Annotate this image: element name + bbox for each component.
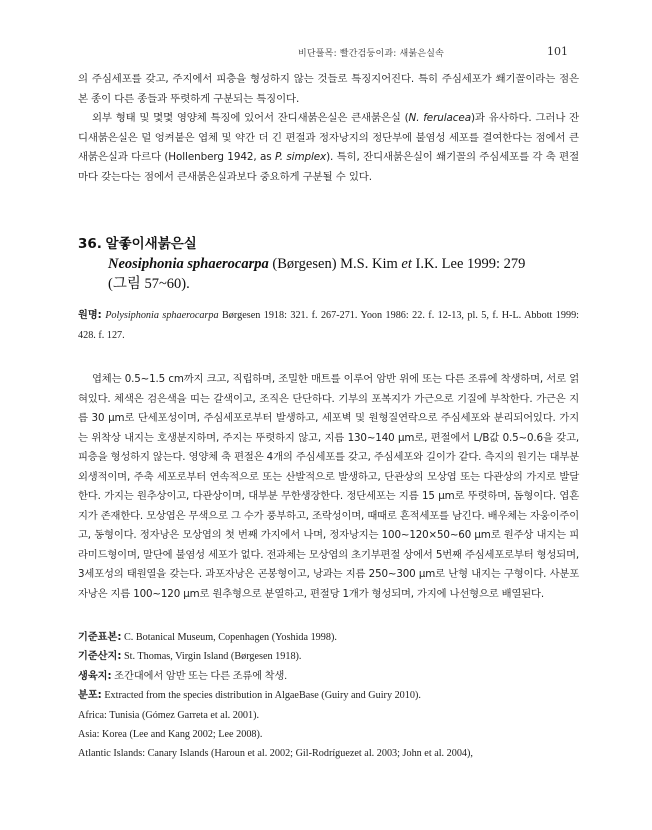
record-type-locality — [78, 647, 588, 666]
text-run: 외부 형태 및 몇몇 영양체 특징에 있어서 잔디새붉은실은 큰새붉은실 ( — [92, 112, 409, 125]
record-type-specimen — [78, 628, 588, 647]
record-distribution-atlantic — [78, 744, 588, 763]
record-text: Extracted from the species distribution in AlgaeBase (Guiry and Guiry 2010). — [101, 690, 421, 702]
basionym-section — [78, 306, 579, 345]
page-number: 101 — [547, 45, 568, 58]
species-heading-line-2 — [78, 254, 598, 274]
text-run: Børgesen 1918: 321. f. 267-271. Yoon 1986: 22. f. 12-13, pl. 5, f. H-L. Abbott 1999: 428. f. 127. — [78, 310, 580, 341]
record-label: 분포: — [78, 690, 102, 702]
species-korean-name: 알좋이새붉은실 — [105, 236, 197, 252]
record-label: 기준산지: — [78, 651, 122, 663]
intro-section — [78, 70, 579, 188]
running-header-title: 비단풀목: 빨간검둥이과: 새붉은실속 — [298, 49, 444, 59]
record-label: 기준표본: — [78, 632, 122, 643]
species-scientific-name: Neosiphonia sphaerocarpa — [108, 256, 269, 272]
species-heading — [78, 234, 598, 294]
intro-paragraph-2 — [78, 109, 579, 187]
record-text: St. Thomas, Virgin Island (Børgesen 1918). — [121, 651, 302, 663]
basionym-label: 원명: — [78, 310, 102, 321]
running-header — [0, 46, 652, 62]
italic-text: P. simplex — [274, 151, 327, 164]
species-authority-post: I.K. Lee 1999: 279 — [411, 256, 526, 272]
record-label: 생육지: — [78, 670, 112, 682]
text-run: ). 특히, 잔디새붉은실이 쐐기꼴의 주심세포를 각 축 편절마다 갖는다는 점에서 큰새붉은실과보다 중요하게 구분될 수 있다. — [78, 151, 580, 183]
record-text: Asia: Korea (Lee and Kang 2002; Lee 2008). — [78, 729, 263, 741]
records-section — [78, 628, 588, 764]
species-authority-pre: (Børgesen) M.S. Kim — [268, 256, 402, 272]
italic-text: N. ferulacea — [408, 112, 471, 125]
record-distribution-africa — [78, 706, 588, 725]
species-authority-et: et — [401, 256, 412, 272]
record-text: 조간대에서 암반 또는 다른 조류에 착생. — [111, 670, 287, 682]
description-paragraph: 엽체는 0.5~1.5 cm까지 크고, 직립하며, 조밀한 매트를 이루어 암반 위에 또는 다른 조류에 착생하며, 서로 얽혀있다. 체색은 검은색을 띠는 갈색이고, 조직은 단단하다. 기부의 포복지가 가근으로 기질에 부착한다. 가근은 지름 30 μm로 단세포성이며, 주심세포로부터 발생하고, 세포벽 및 원형질연락으로 주심세포와 분리되어있다. 가지는 위착상 내지는 호생분지하며, 주지는 뚜렷하지 않고, 지름 130~140 μm로, 편절에서 L/B값 0.5~0.6을 갖고, 피층을 형성하지 않는다. 영양체 축 편절은 4개의 주심세포를 갖고, 주심세포와 길이가 같다. 측지의 원기는 대부분 외생적이며, 주축 세포로부터 연속적으로 또는 산발적으로 발생하고, 단관상의 모상엽 또는 다관상의 가지로 발달한다. 가지는 원추상이고, 다관상이며, 대부분 무한생장한다. 정단세포는 지름 15 μm로 뚜렷하며, 돔형이다. 엽흔지가 존재한다. 모상엽은 무색으로 그 수가 풍부하고, 조락성이며, 때때로 흔적세포를 남긴다. 배우체는 자웅이주이고, 동형이다. 정자낭은 모상엽의 첫 번째 가지에서 나며, 정자낭지는 100~120×50~60 μm로 원주상 내지는 피라미드형이며, 말단에 불염성 세포가 없다. 전과체는 모상엽의 초기부편절 상에서 5번째 주심세포로부터 형성되며, 3세포성의 태원열을 갖는다. 과포자낭은 곤봉형이고, 낭과는 지름 250~300 μm로 난형 내지는 구형이다. 사분포자낭은 지름 100~120 μm로 원추형으로 분열하고, 편절당 1개가 형성되며, 가지에 나선형으로 배열된다. — [78, 373, 579, 600]
record-text: Atlantic Islands: Canary Islands (Haroun et al. 2002; Gil-Rodríguezet al. 2003; John et al. 2004), — [78, 748, 473, 760]
record-text: Africa: Tunisia (Gómez Garreta et al. 2001). — [78, 709, 260, 721]
basionym-text — [78, 310, 579, 341]
text-run: 의 주심세포를 갖고, 주지에서 피층을 형성하지 않는 것들로 특징지어진다. 특히 주심세포가 쐐기꼴이라는 점은 본 종이 다른 종들과 뚜렷하게 구분되는 특징이다. — [78, 73, 579, 105]
species-heading-line-1 — [78, 234, 598, 254]
record-distribution-asia — [78, 725, 588, 744]
species-figures: (그림 57~60). — [108, 276, 190, 292]
record-distribution — [78, 686, 588, 705]
intro-paragraph-1 — [78, 70, 579, 109]
text-run: )과 유사하다. 그러나 잔디새붉은실은 덜 엉켜붙은 엽체 및 약간 더 긴 편절과 정자낭지의 정단부에 불염성 세포를 결여한다는 점에서 큰새붉은실과 다르다 (Hollenberg 1942, as — [78, 112, 580, 164]
record-habitat — [78, 667, 588, 686]
italic-text: Polysiphonia sphaerocarpa — [105, 310, 219, 321]
record-text: C. Botanical Museum, Copenhagen (Yoshida 1998). — [121, 632, 337, 643]
description-section — [78, 370, 579, 604]
species-number: 36. — [78, 236, 102, 252]
